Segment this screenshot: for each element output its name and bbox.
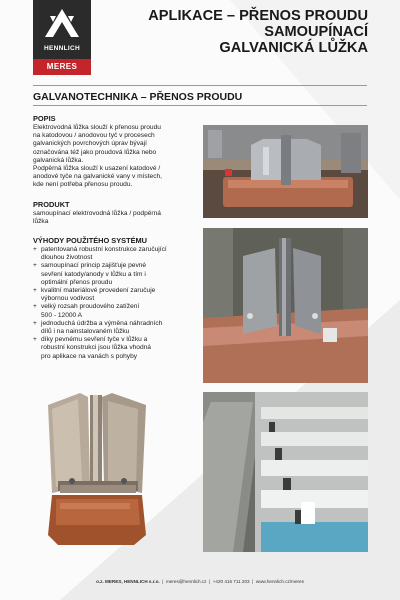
- hennlich-meres-logo: [33, 0, 91, 75]
- logo-brand-name: HENNLICH: [44, 45, 80, 52]
- produkt-heading: PRODUKT: [33, 199, 70, 209]
- footer-web[interactable]: www.hennlich.cz/meres: [255, 579, 304, 584]
- produkt-line: lůžka: [33, 217, 49, 225]
- popis-line: anodové tyče na galvanické vany v místech,: [33, 173, 163, 181]
- section-heading: GALVANOTECHNIKA – PŘENOS PROUDU: [33, 91, 243, 103]
- popis-line: označována též jako proudová lůžka nebo: [33, 148, 157, 156]
- photo-galvanic-line: [203, 392, 368, 552]
- divider-top: [33, 85, 367, 86]
- title-line-2: SAMOUPÍNACÍ: [264, 24, 368, 40]
- list-item: + samoupínací princip zajišťuje pevné sevření katody/anody v lůžku a tím i optimální přenos proudu: [33, 262, 147, 286]
- list-item: + kvalitní materiálové provedení zaručuje výbornou vodivost: [33, 287, 156, 303]
- photo-product-saddle: [38, 385, 155, 550]
- produkt-body: [33, 210, 195, 226]
- text-column: [33, 114, 195, 361]
- popis-line: galvanická lůžka.: [33, 156, 84, 164]
- title-line-1: APLIKACE – PŘENOS PROUDU: [148, 8, 368, 24]
- photo-saddle-on-rail: [203, 125, 368, 218]
- list-item: + velký rozsah proudového zatížení 500 - 12000 A: [33, 303, 140, 319]
- photo-saddle-closeup: [203, 228, 368, 383]
- popis-body: [33, 124, 195, 190]
- footer: o.z. MERES, HENNLICH s.r.o. | meres@hennlich.cz | +420 416 711 203 | www.hennlich.cz/meres: [96, 579, 304, 584]
- vyhody-heading: VÝHODY POUŽITÉHO SYSTÉMU: [33, 236, 148, 246]
- footer-email[interactable]: meres@hennlich.cz: [165, 579, 207, 584]
- footer-phone: +420 416 711 203: [212, 579, 250, 584]
- divider-bottom: [33, 105, 367, 106]
- title-line-3: GALVANICKÁ LŮŽKA: [219, 40, 368, 56]
- popis-line: Podpěrná lůžka slouží k usazení katodové /: [33, 165, 161, 173]
- popis-line: galvanických povrchových úprav bývají: [33, 140, 147, 148]
- footer-company: o.z. MERES, HENNLICH s.r.o.: [96, 579, 160, 584]
- popis-line: na katodovou / anodovou tyč v procesech: [33, 132, 155, 140]
- list-item: + díky pevnému sevření tyče v lůžku a robustní konstrukci jsou lůžka vhodná pro aplikace na vanách s pohyby: [33, 336, 151, 360]
- list-item: + patentovaná robustní konstrukce zaručující dlouhou životnost: [33, 246, 167, 262]
- popis-line: Elektrovodná lůžka slouží k přenosu proudu: [33, 124, 161, 131]
- produkt-line: samoupínací elektrovodná lůžka / podpěrná: [33, 209, 161, 217]
- list-item: + jednoduchá údržba a výměna náhradních dílů i na nainstalovaném lůžku: [33, 319, 163, 336]
- hennlich-logo-icon: [44, 8, 80, 38]
- page-title: [148, 8, 368, 56]
- popis-line: kde není potřeba přenosu proudu.: [33, 181, 133, 189]
- logo-meres-badge: MERES: [33, 59, 91, 75]
- vyhody-list: [33, 246, 195, 361]
- popis-heading: POPIS: [33, 114, 56, 123]
